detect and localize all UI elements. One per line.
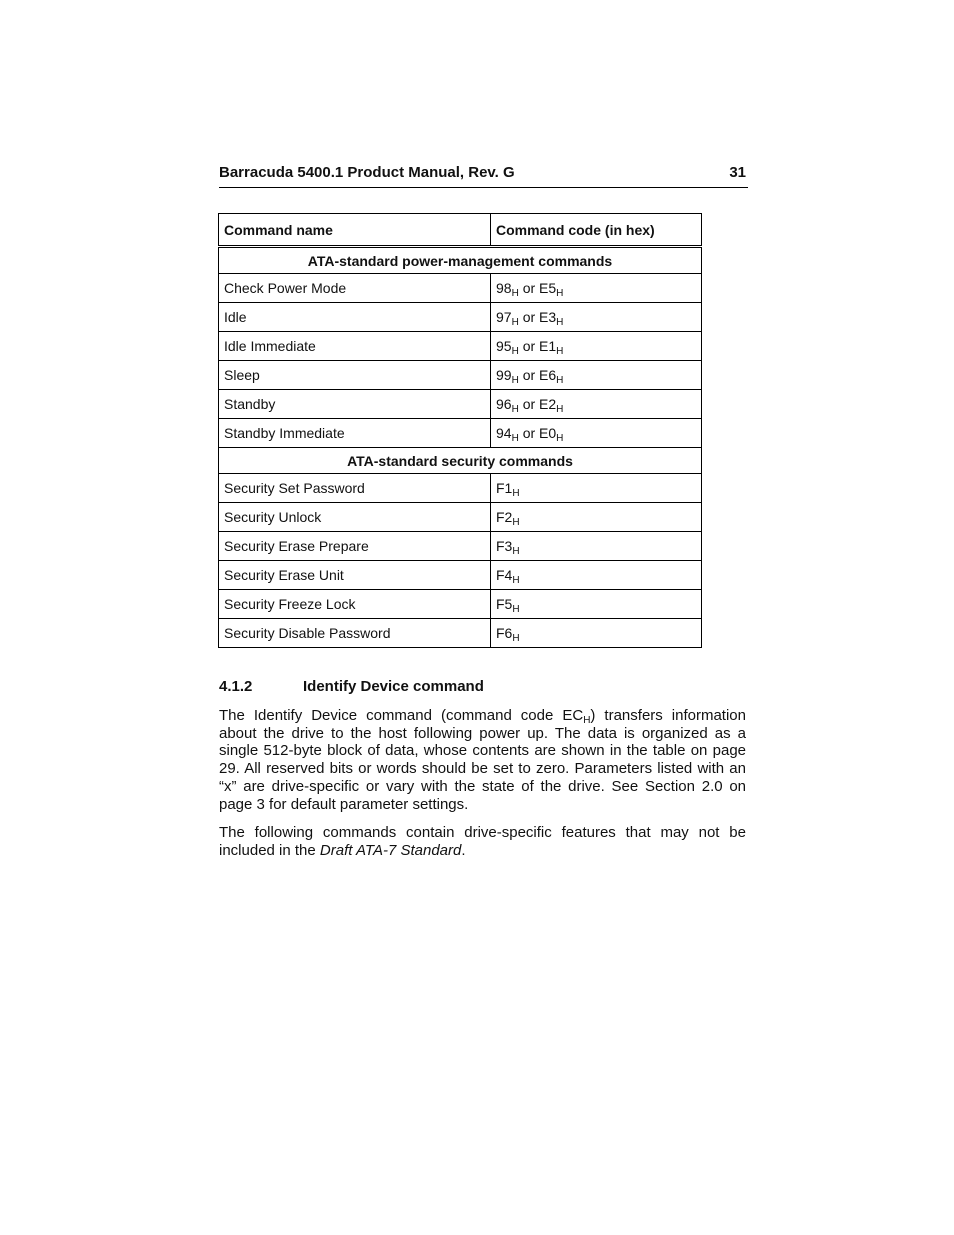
command-code-cell bbox=[491, 274, 702, 303]
paragraph-text: The following commands contain drive-specific features that may not be included in the bbox=[219, 824, 746, 859]
command-code-cell bbox=[491, 474, 702, 503]
hex-subscript: H bbox=[556, 404, 564, 415]
table-header-row bbox=[219, 214, 702, 247]
code-value: 99 bbox=[496, 367, 512, 383]
table-row bbox=[219, 361, 702, 390]
command-name-cell: Check Power Mode bbox=[219, 274, 491, 303]
code-value: 94 bbox=[496, 425, 512, 441]
hex-subscript: H bbox=[512, 517, 520, 528]
code-alternate: or E2 bbox=[518, 396, 557, 412]
command-name-cell: Security Set Password bbox=[219, 474, 491, 503]
code-value: F6 bbox=[496, 625, 513, 641]
command-name-cell: Security Freeze Lock bbox=[219, 590, 491, 619]
hex-subscript: H bbox=[512, 575, 520, 586]
section-title: ATA-standard power-management commands bbox=[219, 247, 702, 274]
hex-subscript: H bbox=[511, 375, 519, 386]
page-header bbox=[219, 164, 748, 188]
hex-subscript: H bbox=[511, 288, 519, 299]
hex-subscript: H bbox=[556, 346, 564, 357]
code-alternate: or E0 bbox=[518, 425, 557, 441]
code-value: F4 bbox=[496, 567, 513, 583]
code-value: F1 bbox=[496, 480, 513, 496]
code-value: 98 bbox=[496, 280, 512, 296]
hex-subscript: H bbox=[512, 633, 520, 644]
hex-subscript: H bbox=[512, 604, 520, 615]
table-row bbox=[219, 419, 702, 448]
section-title: Identify Device command bbox=[303, 678, 484, 695]
command-name-cell: Standby Immediate bbox=[219, 419, 491, 448]
code-alternate: or E6 bbox=[518, 367, 557, 383]
command-code-cell bbox=[491, 303, 702, 332]
code-value: F2 bbox=[496, 509, 513, 525]
table-row bbox=[219, 390, 702, 419]
command-name-cell: Idle Immediate bbox=[219, 332, 491, 361]
standard-reference: Draft ATA-7 Standard bbox=[319, 841, 462, 859]
command-name-cell: Standby bbox=[219, 390, 491, 419]
table-row bbox=[219, 332, 702, 361]
command-name-cell: Security Erase Prepare bbox=[219, 532, 491, 561]
table-row bbox=[219, 474, 702, 503]
command-name-cell: Security Disable Password bbox=[219, 619, 491, 648]
table-row bbox=[219, 590, 702, 619]
hex-subscript: H bbox=[511, 346, 519, 357]
code-value: 97 bbox=[496, 309, 512, 325]
page-number: 31 bbox=[729, 164, 746, 181]
table-row bbox=[219, 532, 702, 561]
paragraph-text: The Identify Device command (command code EC bbox=[219, 707, 584, 724]
command-code-cell bbox=[491, 561, 702, 590]
code-alternate: or E3 bbox=[518, 309, 557, 325]
hex-subscript: H bbox=[556, 288, 564, 299]
command-name-cell: Security Unlock bbox=[219, 503, 491, 532]
body-paragraph-2 bbox=[219, 824, 746, 859]
command-code-cell bbox=[491, 619, 702, 648]
command-code-cell bbox=[491, 503, 702, 532]
command-name-cell: Idle bbox=[219, 303, 491, 332]
table-row bbox=[219, 503, 702, 532]
hex-subscript: H bbox=[512, 546, 520, 557]
body-paragraph-1 bbox=[219, 707, 746, 813]
section-heading bbox=[219, 678, 484, 695]
column-header-command-name: Command name bbox=[219, 214, 491, 247]
subscript: H bbox=[583, 715, 591, 726]
hex-subscript: H bbox=[511, 404, 519, 415]
table-row bbox=[219, 619, 702, 648]
code-value: F3 bbox=[496, 538, 513, 554]
hex-subscript: H bbox=[556, 317, 564, 328]
code-value: 95 bbox=[496, 338, 512, 354]
manual-title: Barracuda 5400.1 Product Manual, Rev. G bbox=[219, 164, 515, 181]
section-header-row bbox=[219, 247, 702, 274]
command-code-cell bbox=[491, 532, 702, 561]
hex-subscript: H bbox=[511, 433, 519, 444]
hex-subscript: H bbox=[511, 317, 519, 328]
command-name-cell: Sleep bbox=[219, 361, 491, 390]
section-header-row bbox=[219, 448, 702, 474]
section-number: 4.1.2 bbox=[219, 678, 253, 695]
hex-subscript: H bbox=[556, 433, 564, 444]
code-alternate: or E1 bbox=[518, 338, 557, 354]
column-header-command-code: Command code (in hex) bbox=[491, 214, 702, 247]
command-code-cell bbox=[491, 419, 702, 448]
table-row bbox=[219, 561, 702, 590]
table-row bbox=[219, 303, 702, 332]
command-code-cell bbox=[491, 390, 702, 419]
paragraph-text: . bbox=[461, 841, 466, 859]
paragraph-text: ) transfers information about the drive to the host following power up. The data is organized as a single 512-byte block of data, whose contents are shown in the table on page 29. All reserved bits or words should be set to zero. Parameters listed with an “x” are drive-specific or vary with the state of the drive. See Section 2.0 on page 3 for default parameter settings. bbox=[219, 707, 746, 813]
code-value: F5 bbox=[496, 596, 513, 612]
section-title: ATA-standard security commands bbox=[219, 448, 702, 474]
command-name-cell: Security Erase Unit bbox=[219, 561, 491, 590]
hex-subscript: H bbox=[512, 488, 520, 499]
command-table bbox=[218, 213, 702, 648]
command-code-cell bbox=[491, 590, 702, 619]
hex-subscript: H bbox=[556, 375, 564, 386]
command-code-cell bbox=[491, 361, 702, 390]
command-code-cell bbox=[491, 332, 702, 361]
code-alternate: or E5 bbox=[518, 280, 557, 296]
table-row bbox=[219, 274, 702, 303]
code-value: 96 bbox=[496, 396, 512, 412]
